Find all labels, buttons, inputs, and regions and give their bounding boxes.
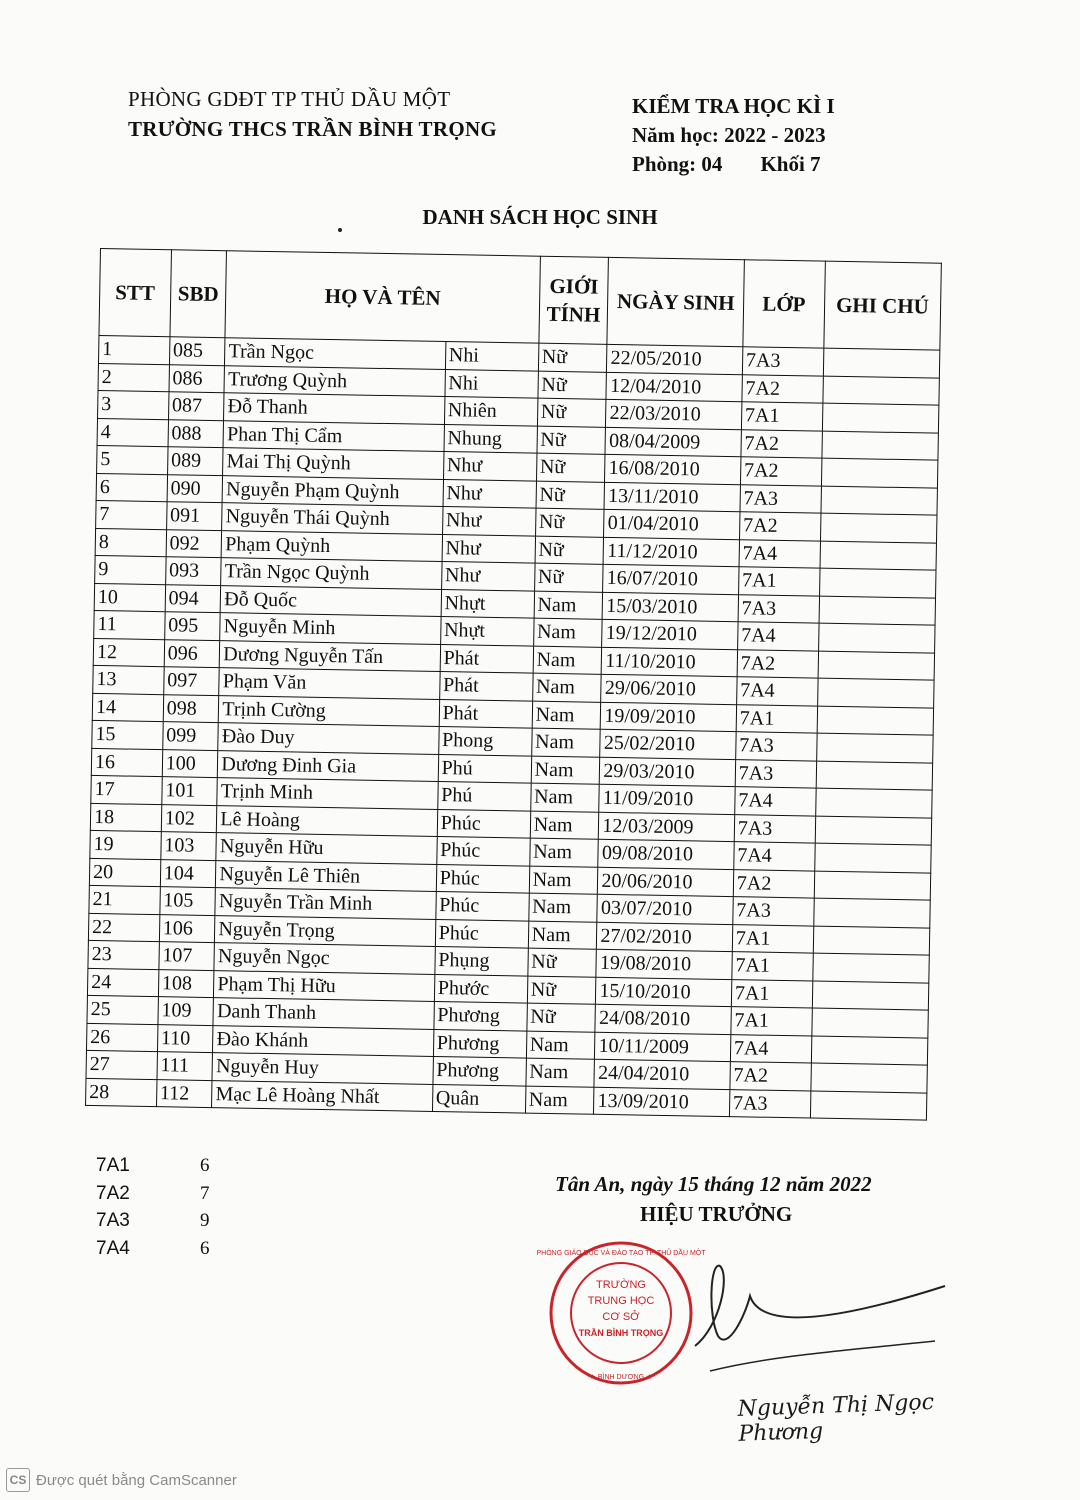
cell-birth-date: 09/08/2010	[598, 839, 734, 869]
cell-family-name: Nguyễn Lê Thiên	[216, 860, 437, 891]
cell-family-name: Đỗ Thanh	[224, 393, 445, 424]
cell-gender: Nam	[530, 783, 599, 812]
cell-gender: Nam	[530, 811, 599, 840]
cell-stt: 6	[96, 473, 167, 502]
cell-sbd: 106	[159, 914, 215, 942]
cell-note	[816, 733, 933, 763]
summary-class: 7A3	[96, 1210, 130, 1231]
cell-note	[817, 706, 934, 736]
cell-gender: Nữ	[538, 343, 607, 372]
cell-given-name: Như	[443, 452, 536, 481]
cell-class: 7A1	[731, 979, 812, 1008]
cell-note	[820, 541, 937, 571]
cell-birth-date: 10/11/2009	[595, 1032, 731, 1062]
cell-gender: Nữ	[537, 398, 606, 427]
cell-class: 7A4	[736, 677, 817, 706]
signing-date: Tân An, ngày 15 tháng 12 năm 2022	[555, 1172, 872, 1196]
cell-gender: Nữ	[527, 976, 596, 1005]
cell-stt: 16	[91, 748, 162, 777]
cell-birth-date: 12/04/2010	[606, 372, 742, 402]
cell-sbd: 095	[164, 612, 220, 640]
table-header-row	[99, 249, 941, 351]
cell-given-name: Phú	[437, 781, 530, 810]
cell-birth-date: 13/09/2010	[594, 1087, 730, 1117]
cell-birth-date: 29/03/2010	[600, 757, 736, 787]
cell-sbd: 093	[165, 557, 221, 585]
cell-class: 7A2	[730, 1062, 811, 1091]
cell-given-name: Như	[443, 479, 536, 508]
cell-stt: 23	[88, 940, 159, 969]
cell-sbd: 102	[161, 804, 217, 832]
cell-class: 7A1	[741, 402, 822, 431]
cell-note	[815, 788, 932, 818]
cell-gender: Nam	[525, 1086, 594, 1115]
cell-gender: Nam	[534, 591, 603, 620]
cell-stt: 26	[86, 1023, 157, 1052]
department-name: PHÒNG GDĐT TP THỦ DẦU MỘT	[128, 87, 451, 111]
cell-gender: Nam	[526, 1058, 595, 1087]
cell-sbd: 098	[163, 694, 219, 722]
cell-stt: 19	[90, 830, 161, 859]
cell-sbd: 087	[168, 392, 224, 420]
signature-scribble	[690, 1256, 950, 1396]
cell-class: 7A2	[742, 374, 823, 403]
cell-sbd: 103	[161, 832, 217, 860]
cell-class: 7A3	[729, 1089, 810, 1118]
summary-row	[96, 1152, 210, 1180]
cell-sbd: 085	[169, 337, 225, 365]
table-body	[86, 335, 940, 1120]
cell-sbd: 108	[158, 969, 214, 997]
cell-class: 7A1	[731, 1007, 812, 1036]
cell-gender: Nữ	[528, 948, 597, 977]
cell-class: 7A3	[740, 484, 821, 513]
cell-stt: 1	[98, 335, 169, 364]
cell-stt: 9	[95, 555, 166, 584]
cell-given-name: Phát	[439, 699, 532, 728]
school-header	[128, 84, 497, 144]
cell-family-name: Nguyễn Trọng	[215, 915, 436, 946]
cell-birth-date: 25/02/2010	[600, 729, 736, 759]
cell-note	[814, 871, 931, 901]
summary-row	[96, 1207, 210, 1235]
grade-level: Khối 7	[760, 152, 821, 176]
cell-given-name: Phúc	[436, 864, 529, 893]
cell-note	[815, 816, 932, 846]
cell-stt: 3	[98, 390, 169, 419]
summary-count: 9	[200, 1210, 210, 1231]
cell-birth-date: 03/07/2010	[597, 894, 733, 924]
cell-family-name: Mạc Lê Hoàng Nhất	[212, 1080, 433, 1111]
cell-given-name: Nhung	[444, 424, 537, 453]
cell-sbd: 094	[165, 584, 221, 612]
cell-family-name: Phạm Văn	[219, 668, 440, 699]
cell-class: 7A3	[733, 897, 814, 926]
cell-birth-date: 08/04/2009	[605, 427, 741, 457]
cell-note	[814, 843, 931, 873]
cell-given-name: Nhựt	[441, 589, 534, 618]
cell-birth-date: 19/12/2010	[602, 619, 738, 649]
cell-sbd: 101	[162, 777, 218, 805]
cell-gender: Nam	[531, 756, 600, 785]
cell-family-name: Nguyễn Trần Minh	[215, 888, 436, 919]
cell-birth-date: 16/08/2010	[605, 454, 741, 484]
cell-family-name: Trịnh Minh	[217, 778, 438, 809]
summary-count: 7	[200, 1182, 210, 1204]
summary-count: 6	[200, 1155, 210, 1176]
cell-birth-date: 12/03/2009	[599, 812, 735, 842]
cell-note	[819, 568, 936, 598]
cell-stt: 11	[94, 610, 165, 639]
cell-given-name: Như	[442, 534, 535, 563]
svg-text:TRẦN BÌNH TRỌNG: TRẦN BÌNH TRỌNG	[578, 1328, 664, 1338]
cell-stt: 22	[88, 913, 159, 942]
cell-given-name: Nhi	[445, 369, 538, 398]
cell-sbd: 111	[157, 1052, 213, 1080]
cell-sbd: 110	[157, 1024, 213, 1052]
cell-note	[812, 981, 929, 1011]
cell-stt: 2	[98, 363, 169, 392]
cell-given-name: Như	[442, 507, 535, 536]
student-table-wrapper	[85, 248, 942, 1121]
cell-class: 7A4	[739, 539, 820, 568]
cell-birth-date: 22/05/2010	[607, 344, 743, 374]
cell-class: 7A1	[732, 924, 813, 953]
cell-gender: Nam	[531, 728, 600, 757]
cell-birth-date: 27/02/2010	[597, 922, 733, 952]
cell-note	[811, 1036, 928, 1066]
cell-note	[812, 1008, 929, 1038]
summary-class: 7A1	[96, 1155, 130, 1176]
cell-family-name: Đào Duy	[218, 723, 439, 754]
cell-note	[819, 596, 936, 626]
cell-given-name: Phương	[433, 1056, 526, 1085]
cell-sbd: 089	[167, 447, 223, 475]
cell-gender: Nữ	[534, 563, 603, 592]
cell-given-name: Phương	[433, 1029, 526, 1058]
cell-gender: Nữ	[535, 508, 604, 537]
cell-stt: 18	[90, 803, 161, 832]
cell-sbd: 105	[160, 887, 216, 915]
cell-birth-date: 11/10/2010	[602, 647, 738, 677]
cell-birth-date: 01/04/2010	[604, 509, 740, 539]
cell-family-name: Trần Ngọc Quỳnh	[221, 558, 442, 589]
exam-title: KIỂM TRA HỌC KÌ I	[632, 94, 835, 118]
cell-sbd: 099	[163, 722, 219, 750]
header-full-name: HỌ VÀ TÊN	[225, 251, 540, 343]
cell-sbd: 097	[163, 667, 219, 695]
svg-text:TRUNG HỌC: TRUNG HỌC	[587, 1295, 655, 1307]
cell-family-name: Nguyễn Thái Quỳnh	[222, 503, 443, 534]
cell-birth-date: 19/09/2010	[601, 702, 737, 732]
scan-watermark	[6, 1468, 237, 1492]
svg-text:CƠ SỞ: CƠ SỞ	[602, 1311, 640, 1323]
cell-given-name: Phước	[434, 974, 527, 1003]
cell-sbd: 090	[167, 474, 223, 502]
cell-given-name: Phụng	[435, 946, 528, 975]
summary-class: 7A4	[96, 1237, 130, 1259]
cell-family-name: Đỗ Quốc	[220, 585, 441, 616]
summary-row	[96, 1180, 210, 1208]
student-table	[85, 248, 942, 1121]
cell-given-name: Phúc	[435, 919, 528, 948]
cell-family-name: Mai Thị Quỳnh	[223, 448, 444, 479]
svg-text:TRƯỜNG: TRƯỜNG	[596, 1279, 646, 1291]
cell-note	[822, 403, 939, 433]
cell-birth-date: 11/09/2010	[599, 784, 735, 814]
document-title: DANH SÁCH HỌC SINH	[422, 205, 658, 229]
svg-text:★ BÌNH DƯƠNG ★: ★ BÌNH DƯƠNG ★	[589, 1374, 653, 1381]
camscanner-logo-icon: CS	[6, 1468, 30, 1492]
cell-gender: Nam	[532, 673, 601, 702]
cell-given-name: Phát	[440, 644, 533, 673]
cell-given-name: Phương	[434, 1001, 527, 1030]
cell-sbd: 109	[158, 997, 214, 1025]
header-sbd: SBD	[170, 250, 227, 338]
cell-note	[823, 376, 940, 406]
header-birth-date: NGÀY SINH	[607, 257, 744, 346]
cell-given-name: Phong	[438, 726, 531, 755]
school-stamp	[536, 1238, 706, 1388]
cell-stt: 8	[95, 528, 166, 557]
cell-gender: Nam	[528, 893, 597, 922]
cell-note	[818, 623, 935, 653]
cell-family-name: Phạm Thị Hữu	[214, 970, 435, 1001]
cell-sbd: 096	[164, 639, 220, 667]
cell-class: 7A4	[730, 1034, 811, 1063]
cell-given-name: Quân	[432, 1084, 525, 1113]
scan-watermark-text: Được quét bằng CamScanner	[36, 1471, 237, 1489]
cell-given-name: Phúc	[437, 809, 530, 838]
cell-gender: Nam	[529, 866, 598, 895]
cell-given-name: Phúc	[436, 836, 529, 865]
cell-given-name: Như	[441, 562, 534, 591]
cell-class: 7A2	[733, 869, 814, 898]
cell-birth-date: 15/03/2010	[603, 592, 739, 622]
cell-gender: Nữ	[536, 481, 605, 510]
cell-gender: Nữ	[535, 536, 604, 565]
cell-stt: 14	[92, 693, 163, 722]
header-note: GHI CHÚ	[824, 261, 942, 350]
cell-given-name: Nhi	[445, 342, 538, 371]
class-summary	[96, 1152, 210, 1262]
cell-birth-date: 19/08/2010	[596, 949, 732, 979]
cell-stt: 5	[97, 445, 168, 474]
cell-given-name: Nhiên	[444, 397, 537, 426]
school-name: TRƯỜNG THCS TRẦN BÌNH TRỌNG	[128, 117, 498, 141]
cell-gender: Nam	[533, 618, 602, 647]
cell-birth-date: 29/06/2010	[601, 674, 737, 704]
cell-gender: Nam	[526, 1031, 595, 1060]
cell-birth-date: 16/07/2010	[603, 564, 739, 594]
cell-family-name: Nguyễn Ngọc	[214, 943, 435, 974]
cell-stt: 27	[86, 1050, 157, 1079]
cell-sbd: 104	[160, 859, 216, 887]
cell-given-name: Phú	[438, 754, 531, 783]
cell-family-name: Nguyễn Minh	[220, 613, 441, 644]
cell-birth-date: 13/11/2010	[604, 482, 740, 512]
cell-note	[816, 761, 933, 791]
cell-note	[813, 953, 930, 983]
svg-text:PHÒNG GIÁO DỤC VÀ ĐÀO TẠO TP.: PHÒNG GIÁO DỤC VÀ ĐÀO TẠO TP. THỦ DẦU MỘT	[536, 1250, 706, 1257]
cell-sbd: 092	[166, 529, 222, 557]
cell-note	[820, 513, 937, 543]
cell-sbd: 100	[162, 749, 218, 777]
cell-class: 7A4	[735, 787, 816, 816]
cell-gender: Nam	[529, 838, 598, 867]
principal-name: Nguyễn Thị Ngọc Phương	[737, 1389, 935, 1447]
summary-class: 7A2	[96, 1182, 130, 1204]
cell-class: 7A1	[738, 567, 819, 596]
cell-birth-date: 24/04/2010	[594, 1059, 730, 1089]
cell-birth-date: 20/06/2010	[598, 867, 734, 897]
cell-class: 7A3	[736, 732, 817, 761]
cell-family-name: Nguyễn Hữu	[216, 833, 437, 864]
cell-gender: Nữ	[537, 426, 606, 455]
cell-stt: 25	[87, 995, 158, 1024]
header-class: LỚP	[743, 260, 825, 348]
cell-class: 7A3	[738, 594, 819, 623]
cell-family-name: Phạm Quỳnh	[221, 530, 442, 561]
cell-birth-date: 22/03/2010	[606, 399, 742, 429]
cell-family-name: Nguyễn Huy	[212, 1053, 433, 1084]
cell-birth-date: 11/12/2010	[603, 537, 739, 567]
cell-stt: 20	[89, 858, 160, 887]
cell-gender: Nữ	[536, 453, 605, 482]
cell-family-name: Trịnh Cường	[219, 695, 440, 726]
cell-stt: 28	[86, 1078, 157, 1107]
cell-stt: 10	[94, 583, 165, 612]
cell-family-name: Trần Ngọc	[225, 338, 446, 369]
cell-sbd: 112	[156, 1079, 212, 1107]
cell-class: 7A2	[739, 512, 820, 541]
cell-class: 7A2	[740, 457, 821, 486]
cell-gender: Nam	[528, 921, 597, 950]
header-gender: GIỚI TÍNH	[539, 256, 609, 344]
cell-note	[821, 458, 938, 488]
cell-family-name: Đào Khánh	[213, 1025, 434, 1056]
cell-stt: 24	[87, 968, 158, 997]
header-stt: STT	[99, 249, 171, 337]
cell-sbd: 107	[159, 942, 215, 970]
cell-stt: 13	[93, 665, 164, 694]
cell-family-name: Phan Thị Cẩm	[223, 420, 444, 451]
cell-class: 7A3	[734, 814, 815, 843]
room-number: Phòng: 04	[632, 152, 723, 176]
cell-family-name: Trương Quỳnh	[224, 365, 445, 396]
cell-family-name: Dương Đinh Gia	[218, 750, 439, 781]
cell-stt: 4	[97, 418, 168, 447]
cell-stt: 15	[92, 720, 163, 749]
cell-note	[821, 486, 938, 516]
summary-row	[96, 1235, 210, 1263]
cell-stt: 21	[89, 885, 160, 914]
cell-class: 7A2	[737, 649, 818, 678]
cell-class: 7A4	[737, 622, 818, 651]
cell-given-name: Nhựt	[440, 617, 533, 646]
cell-sbd: 086	[169, 364, 225, 392]
cell-gender: Nam	[532, 701, 601, 730]
cell-class: 7A2	[741, 429, 822, 458]
cell-note	[817, 678, 934, 708]
cell-stt: 7	[96, 500, 167, 529]
signer-role: HIỆU TRƯỞNG	[640, 1202, 793, 1226]
cell-given-name: Phúc	[436, 891, 529, 920]
cell-sbd: 088	[168, 419, 224, 447]
cell-birth-date: 15/10/2010	[596, 977, 732, 1007]
cell-note	[822, 431, 939, 461]
cell-class: 7A1	[732, 952, 813, 981]
cell-given-name: Phát	[439, 671, 532, 700]
summary-count: 6	[200, 1237, 210, 1259]
room-grade-line	[632, 150, 835, 179]
cell-class: 7A3	[735, 759, 816, 788]
cell-family-name: Dương Nguyễn Tấn	[220, 640, 441, 671]
cell-class: 7A1	[736, 704, 817, 733]
cell-sbd: 091	[166, 502, 222, 530]
cell-note	[810, 1091, 927, 1121]
cell-gender: Nam	[533, 646, 602, 675]
cell-note	[811, 1063, 928, 1093]
cell-class: 7A3	[742, 347, 823, 376]
cell-family-name: Danh Thanh	[213, 998, 434, 1029]
cell-note	[813, 898, 930, 928]
cell-birth-date: 24/08/2010	[595, 1004, 731, 1034]
stray-dot	[338, 228, 342, 232]
cell-family-name: Nguyễn Phạm Quỳnh	[222, 475, 443, 506]
cell-class: 7A4	[734, 842, 815, 871]
cell-family-name: Lê Hoàng	[217, 805, 438, 836]
cell-gender: Nữ	[538, 371, 607, 400]
exam-header	[632, 92, 835, 179]
cell-gender: Nữ	[527, 1003, 596, 1032]
cell-note	[813, 926, 930, 956]
cell-note	[823, 348, 940, 378]
cell-stt: 12	[93, 638, 164, 667]
cell-note	[818, 651, 935, 681]
cell-stt: 17	[91, 775, 162, 804]
school-year: Năm học: 2022 - 2023	[632, 123, 826, 147]
